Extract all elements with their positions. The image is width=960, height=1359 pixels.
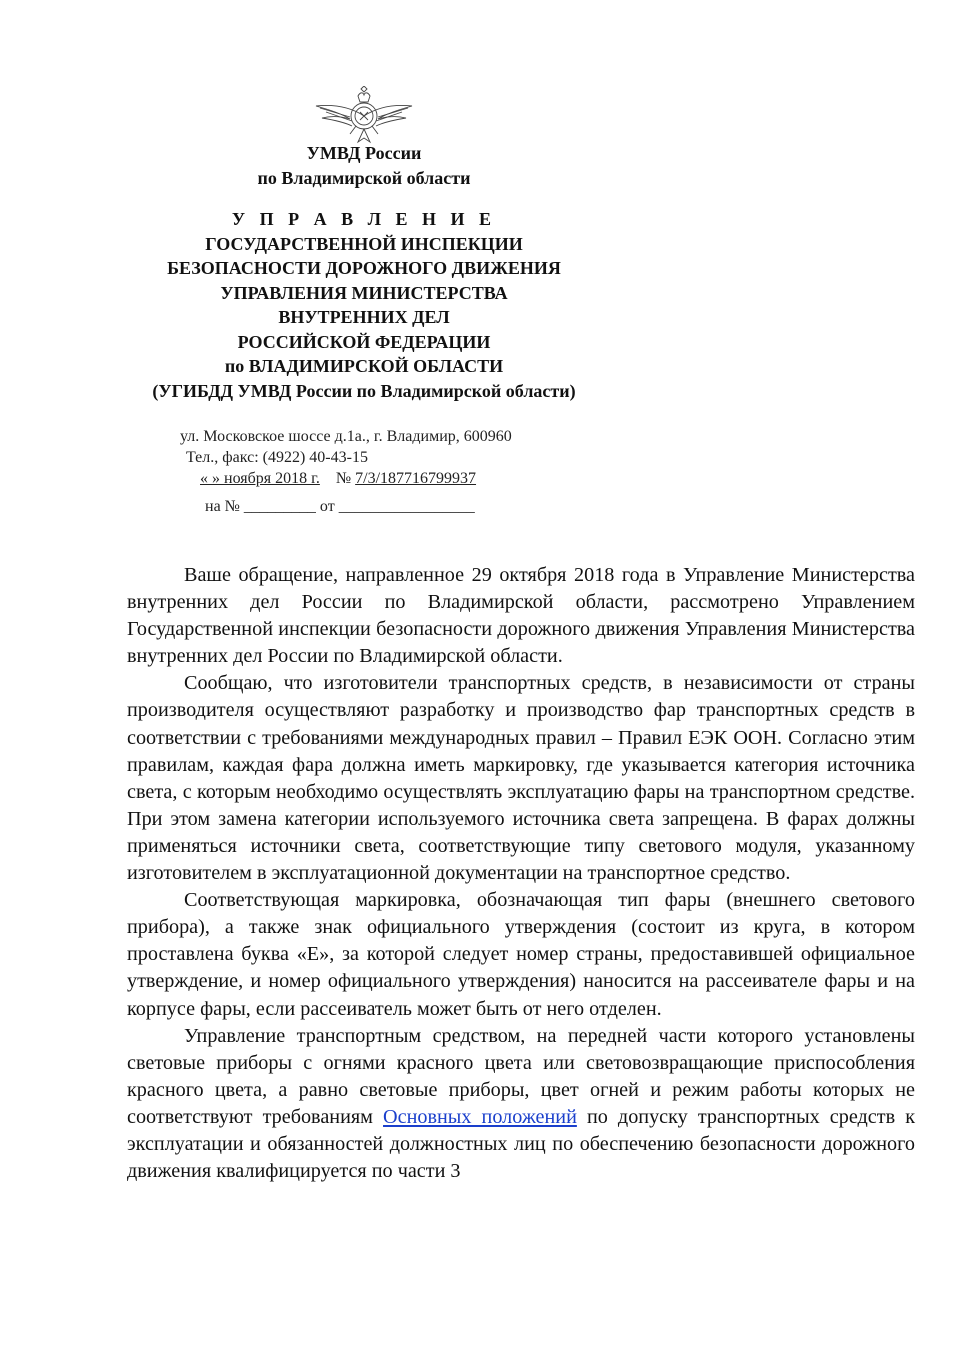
letter-number: 7/3/187716799937 [355, 470, 477, 487]
org-full-line: У П Р А В Л Е Н И Е [231, 209, 497, 229]
org-short-header [130, 141, 598, 190]
address-phone: Тел., факс: (4922) 40-43-15 [186, 449, 368, 466]
org-full-line: УПРАВЛЕНИЯ МИНИСТЕРСТВА [220, 282, 508, 303]
org-full-line: ВНУТРЕННИХ ДЕЛ [278, 307, 450, 327]
org-short-line: УМВД России [306, 143, 422, 163]
org-full-line: БЕЗОПАСНОСТИ ДОРОЖНОГО ДВИЖЕНИЯ [167, 258, 561, 278]
org-full-line: (УГИБДД УМВД России по Владимирской области) [152, 380, 576, 401]
letter-number-prefix: № [335, 470, 352, 487]
org-full-line: ГОСУДАРСТВЕННОЙ ИНСПЕКЦИИ [205, 233, 523, 254]
mvd-emblem-icon [314, 86, 414, 148]
paragraph-text: по допуску транспортных средств к эксплуатации и обязанностей должностных лиц по обеспечению безопасности дорожного движения квалифицируется по части 3 [127, 1105, 916, 1183]
letter-body [127, 562, 915, 1185]
paragraph: Ваше обращение, направленное 29 октября 2018 года в Управление Министерства внутренних дел России по Владимирской области, рассмотрено Управлением Государственной инспекции безопасности дорожного движения Управления Министерства внутренних дел России по Владимирской области. [127, 564, 915, 668]
paragraph [127, 1023, 915, 1186]
org-full-line: по ВЛАДИМИРСКОЙ ОБЛАСТИ [224, 356, 504, 376]
org-short-line: по Владимирской области [257, 167, 471, 188]
address-street: ул. Московское шоссе д.1а., г. Владимир, 600960 [180, 428, 512, 445]
paragraph: Соответствующая маркировка, обозначающая тип фары (внешнего светового прибора), а также знак официального утверждения (состоит из круга, в котором проставлена буква «Е», за которой следует номер страны, предоставившей официальное утверждение, и номер официального утверждения) наносится на рассеивателе фары и на корпусе фары, если рассеиватель может быть от него отделен. [127, 889, 915, 1020]
basic-provisions-link[interactable]: Основных положений [383, 1105, 577, 1128]
paragraph: Сообщаю, что изготовители транспортных средств, в независимости от страны производителя осуществляют разработку и производство фар транспортных средств в соответствии с требованиями международных правил – Правил ЕЭК ООН. Согласно этим правилам, каждая фара должна иметь маркировку, где указывается категория источника света, с которым необходимо осуществлять эксплуатацию фары на транспортном средстве. При этом замена категории используемого источника света запрещена. В фарах должны применяться источники света, соответствующие типу светового модуля, указанному изготовителем в эксплуатационной документации на транспортное средство. [127, 672, 915, 885]
org-full-line: РОССИЙСКОЙ ФЕДЕРАЦИИ [237, 331, 491, 352]
paragraph-text: Управление транспортным средством, на передней части которого установлены световые приборы с огнями красного цвета или световозвращающие приспособления красного цвета, а равно световые приборы, цвет огней и режим работы которых не соответствуют требованиям [127, 1024, 915, 1128]
letter-date: « » ноября 2018 г. [200, 470, 320, 487]
org-full-header [130, 207, 598, 403]
reference-line: на № _________ от _________________ [205, 498, 475, 515]
letter-date-number [200, 468, 476, 489]
